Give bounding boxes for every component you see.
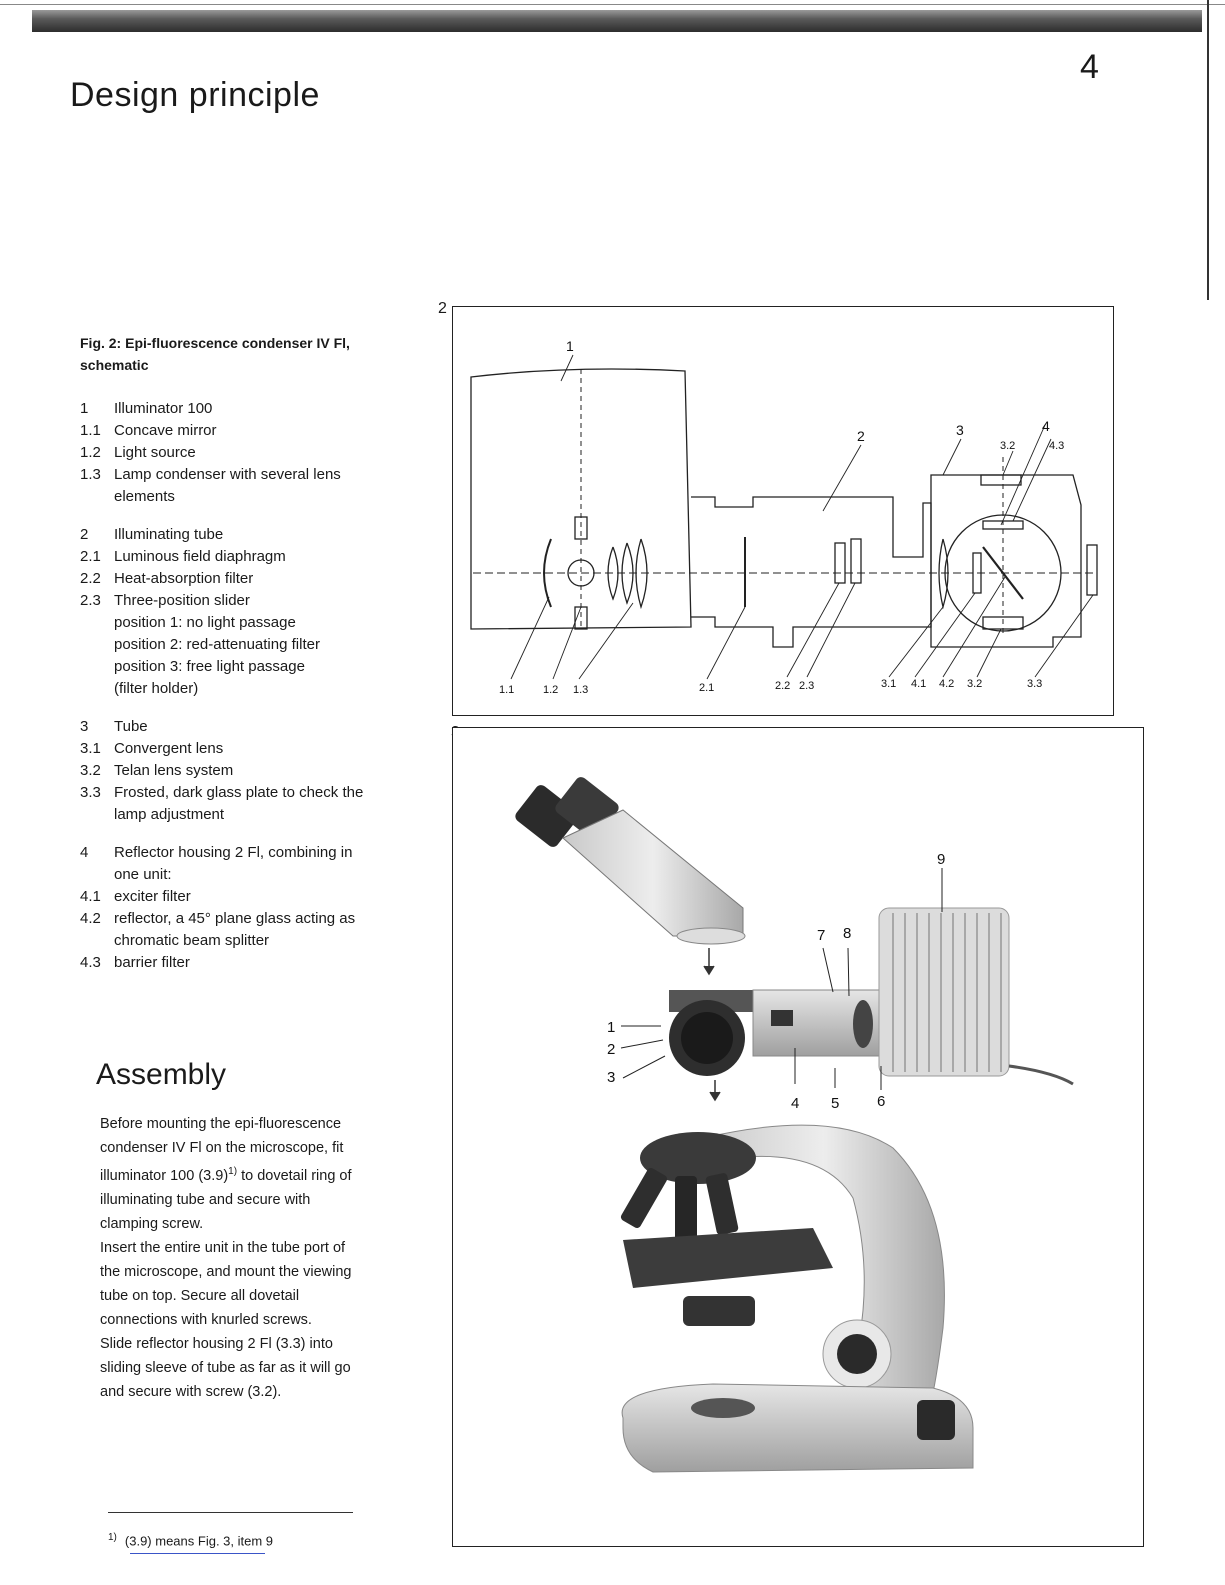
- focus-knob: [837, 1334, 877, 1374]
- objective-3: [705, 1172, 739, 1235]
- tube-housing: [931, 475, 1081, 647]
- legend-item: [80, 952, 425, 974]
- tube-base: [677, 928, 745, 944]
- fig3-callout-9: 9: [937, 851, 946, 868]
- assembly-line: illuminating tube and secure with: [100, 1191, 311, 1208]
- heat-filter: [835, 543, 845, 583]
- caption-line: Fig. 2: Epi-fluorescence condenser IV Fl,: [80, 335, 350, 351]
- figure2-label: 2: [438, 300, 447, 317]
- legend-item: [80, 716, 425, 738]
- glass-plate: [1087, 545, 1097, 595]
- legend-num: 4.3: [80, 954, 101, 971]
- leader-line: [511, 597, 549, 679]
- legend-continuation: chromatic beam splitter: [114, 932, 270, 949]
- lamp-cable: [1009, 1066, 1073, 1084]
- legend-text: exciter filter: [114, 888, 191, 905]
- legend-continuation: position 2: red-attenuating filter: [114, 636, 320, 653]
- callout-2-2: 2.2: [775, 680, 791, 692]
- legend-item: [80, 442, 425, 464]
- legend-item: [80, 842, 425, 864]
- assembly-line: Insert the entire unit in the tube port of: [100, 1239, 346, 1256]
- footnote-ref[interactable]: 1): [228, 1166, 238, 1177]
- telan-lens-top: [981, 475, 1021, 485]
- leader-line: [561, 355, 573, 381]
- legend-item: [80, 782, 425, 804]
- callout-3-1: 3.1: [881, 678, 897, 690]
- legend-text: Lamp condenser with several lens: [114, 466, 341, 483]
- footnote-mark: 1): [108, 1532, 117, 1543]
- legend-item: [80, 524, 425, 546]
- callout-3-2-bottom: 3.2: [967, 678, 983, 690]
- legend-continuation: elements: [114, 488, 175, 505]
- fig3-callout-8: 8: [843, 925, 852, 942]
- legend-text: Heat-absorption filter: [114, 570, 254, 587]
- leader-line: [823, 445, 861, 511]
- callout-1-2: 1.2: [543, 684, 559, 696]
- legend-num: 1.2: [80, 444, 101, 461]
- objective-2: [675, 1176, 697, 1242]
- legend-continuation: position 1: no light passage: [114, 614, 296, 631]
- legend-item: [80, 908, 425, 930]
- figure2-legend: [80, 398, 425, 990]
- legend-num: 3: [80, 718, 89, 735]
- fig3-callout-2: 2: [607, 1041, 616, 1058]
- leader-line: [1013, 439, 1051, 521]
- illuminating-tube: [691, 497, 931, 647]
- legend-item: [80, 760, 425, 782]
- legend-num: 3.3: [80, 784, 101, 801]
- legend-num: 2.3: [80, 592, 101, 609]
- top-rule: [0, 4, 1225, 5]
- leader-line: [915, 593, 975, 677]
- legend-num: 2: [80, 526, 89, 543]
- assembly-line-tail: to dovetail ring of: [237, 1167, 352, 1184]
- microscope-illustration: [453, 728, 1143, 1546]
- legend-continuation: one unit:: [114, 866, 172, 883]
- figure3-photo: [452, 727, 1144, 1547]
- page-edge: [1207, 0, 1209, 300]
- assembly-line: clamping screw.: [100, 1215, 204, 1232]
- callout-3-2: 3.2: [1000, 440, 1016, 452]
- legend-group-3: [80, 716, 425, 826]
- assembly-line: sliding sleeve of tube as far as it will go: [100, 1359, 351, 1376]
- light-port: [691, 1398, 755, 1418]
- legend-text: barrier filter: [114, 954, 190, 971]
- page-title: Design principle: [70, 76, 320, 114]
- assembly-line: the microscope, and mount the viewing: [100, 1263, 352, 1280]
- leader-line: [977, 629, 1001, 677]
- legend-item: [80, 568, 425, 590]
- callout-3: 3: [956, 422, 964, 438]
- callout-1: 1: [566, 338, 574, 354]
- footnote: [108, 1532, 273, 1548]
- callout-4-2: 4.2: [939, 678, 955, 690]
- legend-item: [80, 886, 425, 908]
- legend-num: 1.3: [80, 466, 101, 483]
- legend-num: 3.2: [80, 762, 101, 779]
- caption-line: schematic: [80, 357, 149, 373]
- leader-line: [889, 607, 943, 677]
- legend-num: 4: [80, 844, 89, 861]
- fig3-callout-5: 5: [831, 1095, 840, 1112]
- footnote-text: (3.9) means Fig. 3, item 9: [124, 1533, 274, 1549]
- slider: [771, 1010, 793, 1026]
- legend-text: Illuminator 100: [114, 400, 213, 417]
- fig3-callout-7: 7: [817, 927, 826, 944]
- legend-num: 1.1: [80, 422, 101, 439]
- assembly-line: and secure with screw (3.2).: [100, 1383, 282, 1400]
- assembly-line: condenser IV Fl on the microscope, fit: [100, 1140, 344, 1156]
- leader-line: [943, 577, 1005, 677]
- legend-text: Luminous field diaphragm: [114, 548, 286, 565]
- legend-num: 4.1: [80, 888, 101, 905]
- stage: [623, 1228, 833, 1288]
- assembly-line: [100, 1160, 435, 1188]
- legend-num: 2.1: [80, 548, 101, 565]
- objective-1: [619, 1167, 668, 1230]
- legend-item: [80, 590, 425, 612]
- collar: [853, 1000, 873, 1048]
- legend-continuation: position 3: free light passage: [114, 658, 305, 675]
- schematic-drawing: [453, 307, 1113, 715]
- fig3-callout-4: 4: [791, 1095, 800, 1112]
- assembly-line-head: illuminator 100 (3.9): [100, 1167, 229, 1184]
- legend-item: [80, 398, 425, 420]
- page-number: 4: [1080, 48, 1099, 86]
- figure2-caption: [80, 332, 425, 376]
- header-bar: [32, 10, 1202, 32]
- leader-line: [707, 607, 745, 679]
- legend-text: Convergent lens: [114, 740, 224, 757]
- legend-text: reflector, a 45° plane glass acting as: [114, 910, 356, 927]
- legend-text: Illuminating tube: [114, 526, 224, 543]
- assembly-text: [100, 1112, 435, 1404]
- legend-continuation: lamp adjustment: [114, 806, 225, 823]
- legend-text: Reflector housing 2 Fl, combining in: [114, 844, 353, 861]
- legend-item: [80, 738, 425, 760]
- reflector-knob-center: [681, 1012, 733, 1064]
- fig3-callout-6: 6: [877, 1093, 886, 1110]
- legend-num: 2.2: [80, 570, 101, 587]
- condenser: [683, 1296, 755, 1326]
- callout-4-3: 4.3: [1049, 440, 1065, 452]
- microscope-stand: [619, 1125, 973, 1472]
- assembly-line: Slide reflector housing 2 Fl (3.3) into: [100, 1335, 333, 1352]
- figure2-schematic: [452, 306, 1114, 716]
- legend-text: Concave mirror: [114, 422, 217, 439]
- slider-filter: [851, 539, 861, 583]
- callout-1-1: 1.1: [499, 684, 515, 696]
- callout-3-3: 3.3: [1027, 678, 1043, 690]
- legend-group-1: [80, 398, 425, 508]
- base-knob: [917, 1400, 955, 1440]
- callout-4: 4: [1042, 418, 1050, 434]
- callout-4-1: 4.1: [911, 678, 927, 690]
- fig3-callout-1: 1: [607, 1019, 616, 1036]
- leader-line: [553, 607, 581, 679]
- assembly-heading: Assembly: [96, 1058, 227, 1091]
- legend-text: Tube: [114, 718, 148, 735]
- legend-group-4: [80, 842, 425, 974]
- legend-group-2: [80, 524, 425, 700]
- legend-num: 1: [80, 400, 89, 417]
- legend-num: 4.2: [80, 910, 101, 927]
- callout-2: 2: [857, 428, 865, 444]
- assembly-line: Before mounting the epi-fluorescence: [100, 1116, 342, 1132]
- assembly-line: connections with knurled screws.: [100, 1311, 312, 1328]
- footnote-link-underline: [130, 1553, 265, 1554]
- fig3-callout-3: 3: [607, 1069, 616, 1086]
- legend-text: Frosted, dark glass plate to check the: [114, 784, 364, 801]
- legend-item: [80, 546, 425, 568]
- leader-line: [943, 439, 961, 475]
- viewing-tube: [513, 775, 745, 944]
- legend-text: Telan lens system: [114, 762, 234, 779]
- legend-text: Three-position slider: [114, 592, 250, 609]
- footnote-rule: [108, 1512, 353, 1513]
- callout-2-3: 2.3: [799, 680, 815, 692]
- callout-2-1: 2.1: [699, 682, 715, 694]
- legend-item: [80, 420, 425, 442]
- legend-continuation: (filter holder): [114, 680, 199, 697]
- binocular-head: [563, 810, 743, 936]
- leader-line: [1035, 595, 1093, 677]
- callout-1-3: 1.3: [573, 684, 589, 696]
- leader-line: [1003, 451, 1013, 475]
- assembly-line: tube on top. Secure all dovetail: [100, 1287, 300, 1304]
- legend-text: Light source: [114, 444, 196, 461]
- legend-item: [80, 464, 425, 486]
- legend-num: 3.1: [80, 740, 101, 757]
